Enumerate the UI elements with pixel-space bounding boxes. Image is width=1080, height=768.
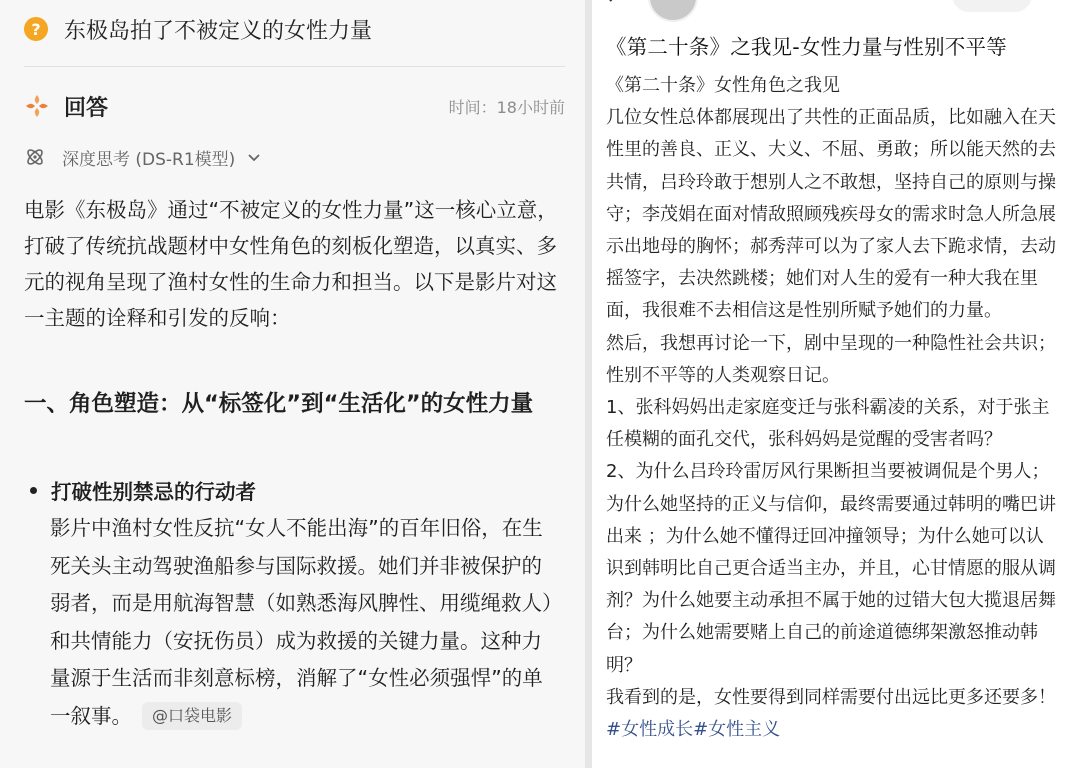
- section-heading: 一、角色塑造：从“标签化”到“生活化”的女性力量: [24, 391, 534, 417]
- post-body: [606, 70, 1058, 746]
- deep-think-label: 深度思考 (DS-R1模型): [62, 149, 236, 170]
- post-line: 2、为什么吕玲玲雷厉风行果断担当要被调侃是个男人；为什么她坚持的正义与信仰，最终需要通过韩明的嘴巴讲出来 ；为什么她不懂得迂回冲撞领导；为什么她可以认识到韩明比自己更合适当主办，并且，心甘情愿的服从调剂？为什么她要主动承担不属于她的过错大包大揽退居舞台；为什么她需要赌上自己的前途道德绑架激怒推动韩明？: [606, 461, 1056, 676]
- answer-header: [24, 88, 565, 124]
- post-line: 然后，我想再讨论一下，剧中呈现的一种隐性社会共识；性别不平等的人类观察日记。: [606, 332, 1056, 386]
- post-line: 《第二十条》女性角色之我见: [606, 75, 840, 96]
- atom-icon: [24, 146, 46, 168]
- bullet-paragraph-text: 影片中渔村女性反抗“女人不能出海”的百年旧俗，在生死关头主动驾驶渔船参与国际救援。她们并非被保护的弱者，而是用航海智慧（如熟悉海风脾性、用缆绳救人）和共情能力（安抚伤员）成为救援的关键力量。这种力量源于生活而非刻意标榜，消解了“女性必须强悍”的单一叙事。: [50, 516, 553, 728]
- bullet-heading: [24, 472, 256, 508]
- social-post-panel: [592, 0, 1080, 768]
- chevron-down-icon: [247, 150, 261, 164]
- question-icon: ?: [24, 17, 48, 41]
- deep-think-toggle[interactable]: [24, 142, 261, 172]
- bullet-paragraph: [50, 510, 560, 735]
- post-title: 《第二十条》之我见-女性力量与性别不平等: [606, 35, 1007, 59]
- answer-intro-paragraph: 电影《东极岛》通过“不被定义的女性力量”这一核心立意，打破了传统抗战题材中女性角色的刻板化塑造，以真实、多元的视角呈现了渔村女性的生命力和担当。以下是影片对这一主题的诠释和引发的反响：: [24, 198, 558, 330]
- avatar[interactable]: [648, 0, 698, 22]
- answer-logo-icon: [24, 93, 50, 119]
- answer-timestamp: 时间：18小时前: [448, 97, 565, 117]
- post-line: 1、张科妈妈出走家庭变迁与张科霸凌的关系，对于张主任模糊的面孔交代，张科妈妈是觉醒的受害者吗？: [606, 397, 1050, 451]
- follow-button[interactable]: [952, 0, 1032, 12]
- divider: [24, 66, 565, 67]
- post-hashtags[interactable]: #女性成长#女性主义: [606, 719, 781, 741]
- chevron-left-icon[interactable]: [606, 0, 620, 8]
- post-line: 我看到的是，女性要得到同样需要付出远比更多还要多！: [606, 686, 1056, 708]
- question-title: 东极岛拍了不被定义的女性力量: [64, 18, 373, 44]
- post-line: 几位女性总体都展现出了共性的正面品质，比如融入在天性里的善良、正义、大义、不屈、勇敢；所以能天然的去共情，吕玲玲敢于想别人之不敢想，坚持自己的原则与操守；李茂娟在面对情敌照顾残疾母女的需求时急人所急展示出地母的胸怀；郝秀萍可以为了家人去下跪求情，去动摇签字，去决然跳楼；她们对人生的爱有一种大我在里面，我很难不去相信这是性别所赋予她们的力量。: [606, 107, 1056, 322]
- question-row[interactable]: [24, 12, 372, 46]
- bullet-heading-text: 打破性别禁忌的行动者: [51, 480, 256, 504]
- answer-label: 回答: [64, 95, 109, 121]
- source-tag[interactable]: @口袋电影: [142, 702, 242, 730]
- bullet-dot: [30, 487, 37, 494]
